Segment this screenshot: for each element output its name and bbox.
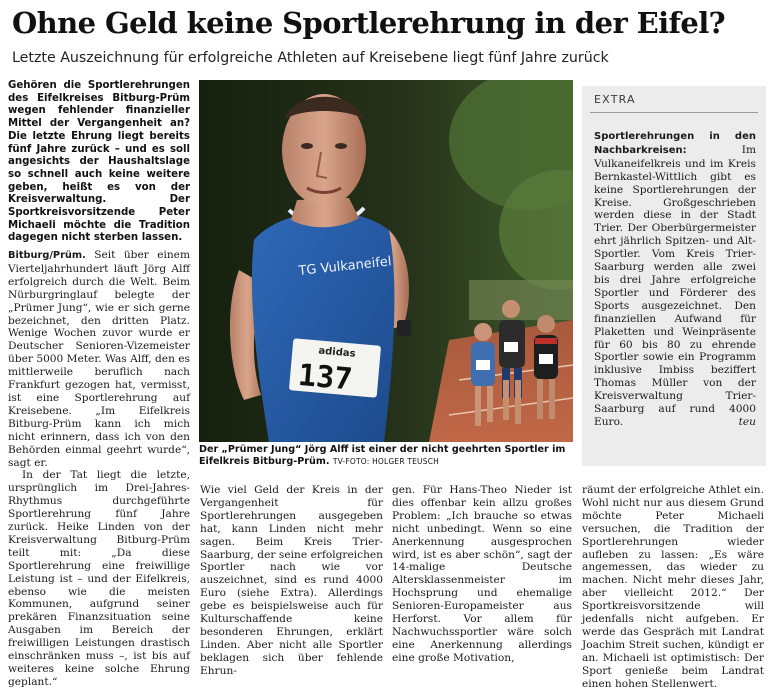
extra-box xyxy=(582,86,766,466)
extra-divider xyxy=(590,112,758,113)
photo-caption xyxy=(199,444,577,468)
column1-paragraph-2: In der Tat liegt die letzte, ursprünglich im Drei-Jahres-Rhythmus durchgeführte Sportlerehrung fünf Jahre zurück. Heike Linden von der Kreisverwaltung Bitburg-Prüm teilt mit: „Da diese Sportlerehrung eine freiwillige Leistung ist – und der Eifelkreis, ebenso wie die meisten Kommunen, aufgrund seiner prekären Finanzsituation seine Ausgaben im Bereich der freiwilligen Leistungen drastisch einschränken muss –, ist bis auf weiteres keine solche Ehrung geplant.“ xyxy=(8,469,190,688)
extra-label: EXTRA xyxy=(594,93,636,106)
bib-number: 137 xyxy=(296,357,354,398)
bib-sponsor: adidas xyxy=(317,345,356,360)
caption-text: Der „Prümer Jung“ Jörg Alff ist einer der nicht geehrten Sportler im Eifelkreis Bitburg-Prüm. xyxy=(199,444,566,467)
column1-paragraph-1 xyxy=(8,249,190,469)
column4-text: räumt der erfolgreiche Athlet ein. Wohl nicht nur aus diesem Grund möchte Peter Michaeli versuchen, die Tradition der Sportlerehrungen wieder aufleben zu lassen: „Es wäre angemessen, das wieder zu machen. Nicht mehr dieses Jahr, aber vielleicht 2012.“ Der Sportkreisvorsitzende will jedenfalls nicht aufgeben. Er werde das Gespräch mit Landrat Joachim Streit suchen, kündigt er an. Michaeli ist optimistisch: Der Sport genieße beim Landrat einen hohen Stellenwert. xyxy=(582,484,764,690)
lead-paragraph: Gehören die Sportlerehrungen des Eifelkreises Bitburg-Prüm wegen fehlender finanzieller Mittel der Vergangenheit an? Die letzte Ehrung liegt bereits fünf Jahre zurück – und es soll angesichts der Haushaltslage so schnell auch keine weitere geben, heißt es von der Kreisverwaltung. Der Sportkreisvorsitzende Peter Michaeli möchte die Tradition dagegen nicht sterben lassen. xyxy=(8,80,190,244)
article-column-1 xyxy=(8,249,190,689)
extra-kicker: Sportlerehrungen in den Nachbarkreisen: xyxy=(594,131,756,156)
photo-credit: TV-FOTO: HOLGER TEUSCH xyxy=(332,457,439,466)
headline: Ohne Geld keine Sportlerehrung in der Eifel? xyxy=(12,6,726,40)
column1-text-1: Seit über einem Vierteljahrhundert läuft Jörg Alff erfolgreich durch die Welt. Beim Nürburgringlauf belegte der „Prümer Jung“, wie er sich gerne bezeichnet, den dritten Platz. Wenige Wochen zuvor wurde er Deutscher Senioren-Vizemeister über 5000 Meter. Was Alff, den es mittlerweile beruflich nach Frankfurt gezogen hat, vermisst, ist eine Sportlerehrung auf Kreisebene. „Im Eifelkreis Bitburg-Prüm kann ich mich nicht erinnern, dass ich von den Behörden einmal geehrt wurde“, sagt er. xyxy=(8,249,190,469)
subheadline: Letzte Auszeichnung für erfolgreiche Athleten auf Kreisebene liegt fünf Jahre zurück xyxy=(12,50,609,66)
extra-author: teu xyxy=(738,415,756,428)
article-column-4 xyxy=(582,484,764,691)
article-column-2 xyxy=(200,484,383,678)
shirt-text: TG Vulkaneifel xyxy=(297,254,393,279)
extra-text: Im Vulkaneifelkreis und im Kreis Bernkastel-Wittlich gibt es keine Sportlerehrungen der Kreise. Großgeschrieben werden diese in der Stadt Trier. Der Oberbürgermeister ehrt jährlich Spitzen- und Alt-Sportler. Vom Kreis Trier-Saarburg werden alle zwei bis drei Jahre erfolgreiche Sportler und Förderer des Sports ausgezeichnet. Den finanziellen Aufwand für Plaketten und Weinpräsente für 60 bis 80 zu ehrende Sportler sowie ein Programm inklusive Imbiss beziffert Thomas Müller von der Kreisverwaltung Trier-Saarburg auf rund 4000 Euro. xyxy=(594,143,756,428)
extra-body xyxy=(594,130,756,429)
dateline: Bitburg/Prüm. xyxy=(8,250,86,261)
article-photo xyxy=(199,80,573,442)
runner-photo-image xyxy=(199,80,573,442)
column2-text: Wie viel Geld der Kreis in der Vergangenheit für Sportlerehrungen ausgegeben hat, kann Linden nicht mehr sagen. Beim Kreis Trier-Saarburg, der seine erfolgreichen Sportler nach wie vor auszeichnet, sind es rund 4000 Euro (siehe Extra). Allerdings gebe es beispielsweise auch für Kulturschaffende keine besonderen Ehrungen, erklärt Linden. Aber nicht alle Sportler beklagen sich über fehlende Ehrun- xyxy=(200,484,383,677)
article-column-3 xyxy=(392,484,572,665)
column3-text: gen. Für Hans-Theo Nieder ist dies offenbar kein allzu großes Problem: „Ich brauche so etwas nicht unbedingt. Wenn so eine Anerkennung ausgesprochen wird, ist es aber schön“, sagt der 14-malige Deutsche Altersklassenmeister im Hochsprung und ehemalige Senioren-Europameister aus Herforst. Vor allem für Nachwuchssportler wäre solch eine Anerkennung allerdings eine große Motivation, xyxy=(392,484,572,664)
